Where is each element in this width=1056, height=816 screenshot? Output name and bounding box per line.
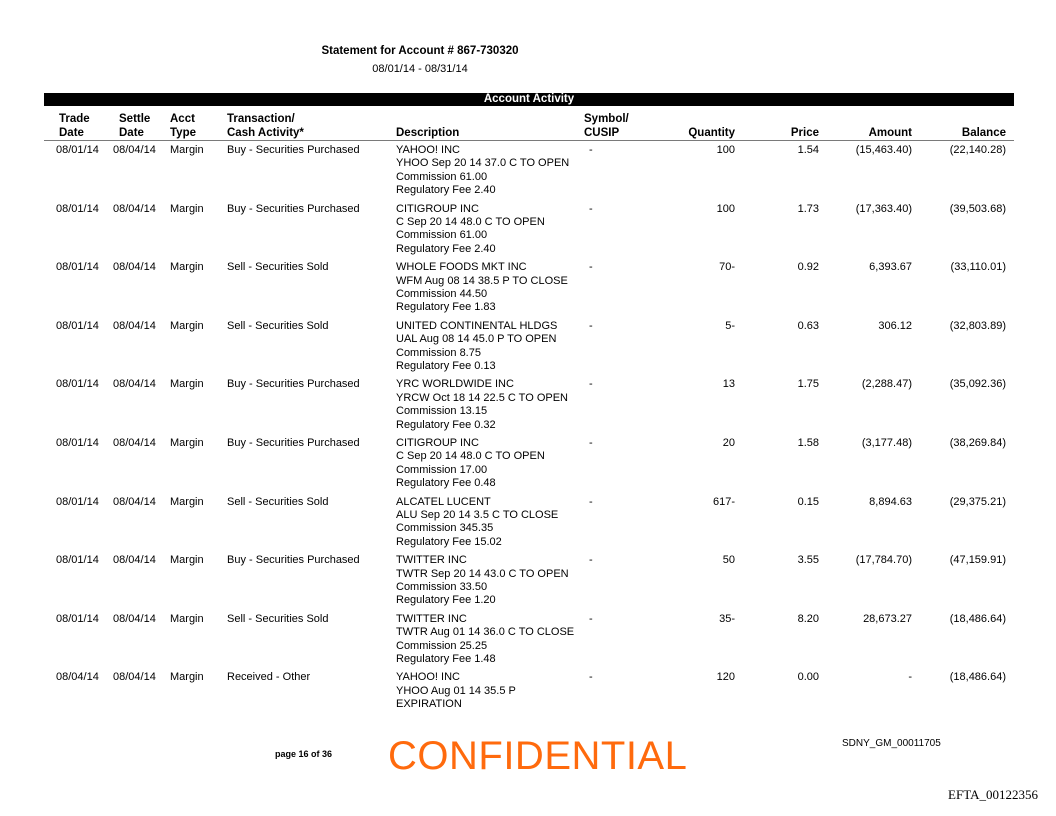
description-line: Regulatory Fee 2.40	[396, 242, 496, 255]
table-row	[44, 320, 1014, 376]
description-line: Regulatory Fee 0.13	[396, 360, 496, 373]
quantity-cell: 100	[716, 202, 735, 215]
trade-date-cell: 08/01/14	[56, 319, 99, 332]
description-cell	[396, 203, 545, 257]
table-row	[44, 437, 1014, 493]
description-line: YAHOO! INC	[396, 144, 460, 156]
transaction-cell: Received - Other	[227, 671, 311, 684]
acct-type-cell: Margin	[170, 612, 204, 625]
quantity-cell: 13	[722, 378, 735, 391]
description-line: ALCATEL LUCENT	[396, 495, 491, 508]
transaction-cell: Buy - Securities Purchased	[227, 378, 360, 391]
table-row	[44, 554, 1014, 610]
trade-date-cell: 08/01/14	[56, 495, 99, 508]
description-line: YAHOO! INC	[396, 671, 460, 684]
quantity-cell: 5-	[725, 319, 735, 332]
price-cell: 8.20	[797, 612, 819, 625]
trade-date-cell: 08/01/14	[56, 437, 99, 449]
header-description: Description	[396, 127, 460, 139]
description-line: Commission 33.50	[396, 581, 488, 593]
settle-date-cell: 08/04/14	[113, 495, 156, 508]
table-row	[44, 613, 1014, 669]
price-cell: 1.75	[797, 378, 819, 391]
description-line: Commission 61.00	[396, 229, 488, 242]
settle-date-cell: 08/04/14	[113, 202, 156, 215]
symbol-cell: -	[589, 261, 593, 274]
header-trade-line2: Date	[59, 127, 84, 139]
amount-cell: 6,393.67	[869, 261, 912, 274]
description-line: TWITTER INC	[396, 554, 467, 567]
amount-cell: 28,673.27	[863, 612, 912, 625]
price-cell: 1.54	[797, 144, 819, 156]
table-row	[44, 261, 1014, 317]
price-cell: 0.00	[797, 671, 819, 684]
header-transaction	[227, 112, 304, 140]
description-line: Commission 44.50	[396, 288, 488, 300]
description-line: CITIGROUP INC	[396, 202, 479, 215]
statement-period: 08/01/14 - 08/31/14	[372, 63, 468, 75]
settle-date-cell: 08/04/14	[113, 261, 156, 274]
description-line: Regulatory Fee 1.48	[396, 653, 496, 666]
settle-date-cell: 08/04/14	[113, 612, 156, 625]
quantity-cell: 35-	[719, 612, 735, 625]
symbol-cell: -	[589, 671, 593, 684]
price-cell: 0.15	[797, 495, 819, 508]
transaction-cell: Sell - Securities Sold	[227, 495, 329, 508]
acct-type-cell: Margin	[170, 554, 204, 567]
amount-cell: (17,363.40)	[855, 202, 912, 215]
header-symbol-line1: Symbol/	[584, 113, 629, 125]
header-acct-line1: Acct	[170, 113, 195, 125]
header-settle-line1: Settle	[119, 113, 151, 125]
header-settle-line2: Date	[119, 127, 144, 139]
amount-cell: (17,784.70)	[855, 554, 912, 567]
settle-date-cell: 08/04/14	[113, 319, 156, 332]
description-line: Regulatory Fee 2.40	[396, 184, 496, 197]
symbol-cell: -	[589, 554, 593, 567]
description-cell	[396, 378, 568, 432]
price-cell: 1.58	[797, 437, 819, 449]
description-line: UNITED CONTINENTAL HLDGS	[396, 319, 558, 332]
symbol-cell: -	[589, 378, 593, 391]
acct-type-cell: Margin	[170, 437, 204, 449]
symbol-cell: -	[589, 495, 593, 508]
description-line: YRCW Oct 18 14 22.5 C TO OPEN	[396, 391, 568, 404]
header-trans-line1: Transaction/	[227, 113, 295, 125]
description-cell	[396, 320, 557, 374]
header-trade-line1: Trade	[59, 113, 90, 125]
description-cell	[396, 437, 545, 491]
description-cell	[396, 261, 568, 315]
acct-type-cell: Margin	[170, 261, 204, 274]
transaction-cell: Sell - Securities Sold	[227, 319, 329, 332]
table-row	[44, 144, 1014, 200]
settle-date-cell: 08/04/14	[113, 437, 156, 449]
balance-cell: (18,486.64)	[949, 671, 1006, 684]
description-line: YHOO Sep 20 14 37.0 C TO OPEN	[396, 157, 570, 170]
description-line: YHOO Aug 01 14 35.5 P	[396, 684, 516, 697]
symbol-cell: -	[589, 319, 593, 332]
settle-date-cell: 08/04/14	[113, 554, 156, 567]
description-line: TWITTER INC	[396, 612, 467, 625]
amount-cell: -	[908, 671, 912, 684]
table-header	[44, 112, 1014, 141]
symbol-cell: -	[589, 144, 593, 156]
header-trans-line2: Cash Activity*	[227, 127, 304, 139]
description-line: Regulatory Fee 1.83	[396, 301, 496, 314]
trade-date-cell: 08/04/14	[56, 671, 99, 684]
symbol-cell: -	[589, 202, 593, 215]
description-line: Commission 13.15	[396, 405, 488, 418]
amount-cell: 306.12	[878, 319, 912, 332]
trade-date-cell: 08/01/14	[56, 144, 99, 156]
acct-type-cell: Margin	[170, 144, 204, 156]
settle-date-cell: 08/04/14	[113, 144, 156, 156]
quantity-cell: 120	[716, 671, 735, 684]
description-cell	[396, 671, 516, 711]
acct-type-cell: Margin	[170, 202, 204, 215]
bates-number: SDNY_GM_00011705	[842, 738, 941, 749]
symbol-cell: -	[589, 612, 593, 625]
symbol-cell: -	[589, 437, 593, 449]
table-row	[44, 378, 1014, 434]
confidential-stamp: CONFIDENTIAL	[388, 734, 688, 778]
balance-cell: (18,486.64)	[949, 612, 1006, 625]
balance-cell: (39,503.68)	[949, 202, 1006, 215]
amount-cell: 8,894.63	[869, 495, 912, 508]
header-acct-line2: Type	[170, 127, 196, 139]
header-symbol	[584, 112, 629, 140]
amount-cell: (3,177.48)	[861, 437, 912, 449]
description-line: Regulatory Fee 1.20	[396, 594, 496, 607]
table-row	[44, 203, 1014, 259]
description-line: Commission 17.00	[396, 463, 488, 476]
quantity-cell: 617-	[712, 495, 735, 508]
description-line: TWTR Sep 20 14 43.0 C TO OPEN	[396, 567, 569, 580]
description-line: TWTR Aug 01 14 36.0 C TO CLOSE	[396, 626, 575, 639]
quantity-cell: 50	[722, 554, 735, 567]
page-number: page 16 of 36	[275, 749, 333, 759]
price-cell: 0.92	[797, 261, 819, 274]
account-activity-bar: Account Activity	[44, 93, 1014, 106]
efta-number: EFTA_00122356	[948, 787, 1038, 802]
description-cell	[396, 144, 569, 198]
header-balance: Balance	[961, 127, 1006, 139]
balance-cell: (32,803.89)	[949, 319, 1006, 332]
description-cell	[396, 496, 558, 550]
balance-cell: (35,092.36)	[949, 378, 1006, 391]
description-line: C Sep 20 14 48.0 C TO OPEN	[396, 450, 545, 463]
price-cell: 1.73	[797, 202, 819, 215]
settle-date-cell: 08/04/14	[113, 671, 156, 684]
description-line: WHOLE FOODS MKT INC	[396, 261, 527, 274]
transaction-cell: Sell - Securities Sold	[227, 612, 329, 625]
description-cell	[396, 613, 574, 667]
header-amount: Amount	[868, 127, 912, 139]
description-line: UAL Aug 08 14 45.0 P TO OPEN	[396, 333, 557, 346]
quantity-cell: 70-	[719, 261, 735, 274]
balance-cell: (33,110.01)	[950, 261, 1006, 274]
balance-cell: (22,140.28)	[949, 144, 1006, 156]
acct-type-cell: Margin	[170, 319, 204, 332]
quantity-cell: 20	[722, 437, 735, 449]
description-line: C Sep 20 14 48.0 C TO OPEN	[396, 216, 545, 228]
balance-cell: (47,159.91)	[949, 554, 1006, 567]
description-line: Regulatory Fee 0.32	[396, 418, 496, 431]
description-line: EXPIRATION	[396, 698, 462, 711]
table-row	[44, 496, 1014, 552]
table-row	[44, 671, 1014, 727]
transaction-cell: Buy - Securities Purchased	[227, 554, 360, 567]
quantity-cell: 100	[716, 144, 735, 156]
price-cell: 3.55	[797, 554, 819, 567]
transaction-cell: Sell - Securities Sold	[227, 261, 329, 274]
header-symbol-line2: CUSIP	[584, 127, 620, 139]
acct-type-cell: Margin	[170, 378, 204, 391]
acct-type-cell: Margin	[170, 671, 204, 684]
description-line: Commission 8.75	[396, 346, 481, 359]
description-line: ALU Sep 20 14 3.5 C TO CLOSE	[396, 509, 559, 521]
header-price: Price	[790, 127, 819, 139]
description-line: Regulatory Fee 15.02	[396, 535, 502, 548]
trade-date-cell: 08/01/14	[56, 378, 99, 391]
trade-date-cell: 08/01/14	[56, 261, 99, 274]
header-settle-date	[119, 112, 150, 140]
transaction-cell: Buy - Securities Purchased	[227, 144, 360, 156]
acct-type-cell: Margin	[170, 495, 204, 508]
description-line: Regulatory Fee 0.48	[396, 477, 496, 490]
description-line: YRC WORLDWIDE INC	[396, 378, 514, 391]
trade-date-cell: 08/01/14	[56, 554, 99, 567]
transaction-cell: Buy - Securities Purchased	[227, 437, 360, 449]
settle-date-cell: 08/04/14	[113, 378, 156, 391]
trade-date-cell: 08/01/14	[56, 612, 99, 625]
description-line: Commission 61.00	[396, 170, 488, 183]
description-line: WFM Aug 08 14 38.5 P TO CLOSE	[396, 274, 568, 287]
header-acct-type	[170, 112, 196, 140]
description-line: CITIGROUP INC	[396, 437, 479, 449]
balance-cell: (29,375.21)	[949, 495, 1006, 508]
description-cell	[396, 554, 569, 608]
description-line: Commission 345.35	[396, 522, 494, 535]
price-cell: 0.63	[797, 319, 819, 332]
header-trade-date	[59, 112, 90, 140]
amount-cell: (15,463.40)	[855, 144, 912, 156]
balance-cell: (38,269.84)	[949, 437, 1006, 449]
trade-date-cell: 08/01/14	[56, 202, 99, 215]
amount-cell: (2,288.47)	[861, 378, 912, 391]
description-line: Commission 25.25	[396, 639, 488, 652]
statement-title: Statement for Account # 867-730320	[321, 45, 519, 57]
header-quantity: Quantity	[688, 127, 735, 139]
transaction-cell: Buy - Securities Purchased	[227, 202, 360, 215]
